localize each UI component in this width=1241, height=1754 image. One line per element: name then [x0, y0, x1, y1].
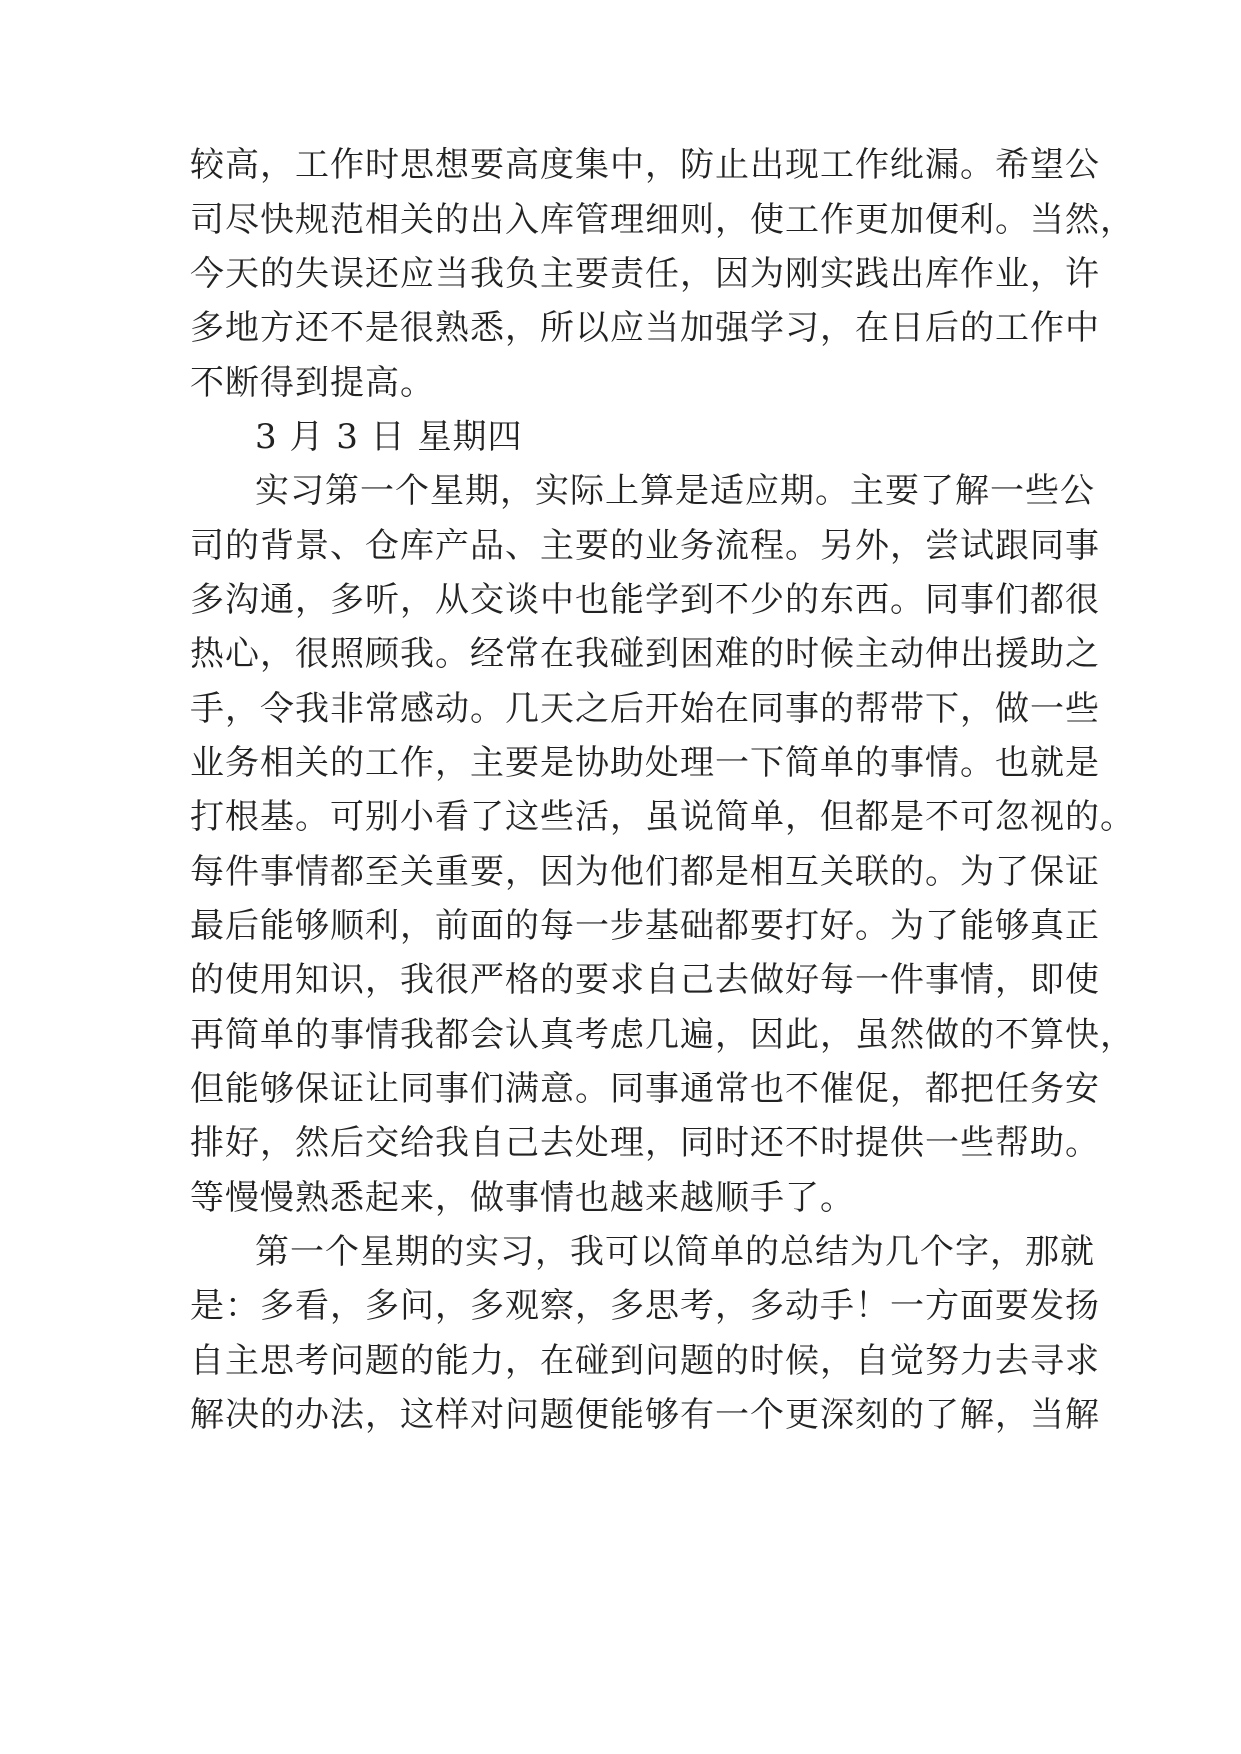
text-line: 每件事情都至关重要，因为他们都是相互关联的。为了保证	[190, 852, 1100, 892]
text-line: 手，令我非常感动。几天之后开始在同事的帮带下，做一些	[190, 689, 1100, 729]
text-line: 再简单的事情我都会认真考虑几遍，因此，虽然做的不算快，	[190, 1015, 1135, 1055]
text-line: 多沟通，多听，从交谈中也能学到不少的东西。同事们都很	[190, 580, 1100, 620]
text-line: 多地方还不是很熟悉，所以应当加强学习，在日后的工作中	[190, 308, 1100, 348]
text-line: 较高，工作时思想要高度集中，防止出现工作纰漏。希望公	[190, 145, 1100, 185]
text-line: 业务相关的工作，主要是协助处理一下简单的事情。也就是	[190, 743, 1100, 783]
text-line: 不断得到提高。	[190, 363, 435, 403]
date-heading: 3 月 3 日 星期四	[255, 417, 523, 457]
text-line: 热心，很照顾我。经常在我碰到困难的时候主动伸出援助之	[190, 634, 1100, 674]
text-line: 排好，然后交给我自己去处理，同时还不时提供一些帮助。	[190, 1123, 1100, 1163]
text-line: 实习第一个星期，实际上算是适应期。主要了解一些公	[255, 471, 1095, 511]
text-line: 解决的办法，这样对问题便能够有一个更深刻的了解，当解	[190, 1395, 1100, 1435]
text-line: 第一个星期的实习，我可以简单的总结为几个字，那就	[255, 1232, 1095, 1272]
text-line: 司尽快规范相关的出入库管理细则，使工作更加便利。当然，	[190, 200, 1135, 240]
text-line: 等慢慢熟悉起来，做事情也越来越顺手了。	[190, 1178, 855, 1218]
text-line: 的使用知识，我很严格的要求自己去做好每一件事情，即使	[190, 960, 1100, 1000]
text-line: 打根基。可别小看了这些活，虽说简单，但都是不可忽视的。	[190, 797, 1135, 837]
text-line: 最后能够顺利，前面的每一步基础都要打好。为了能够真正	[190, 906, 1100, 946]
text-line: 司的背景、仓库产品、主要的业务流程。另外，尝试跟同事	[190, 526, 1100, 566]
text-line: 但能够保证让同事们满意。同事通常也不催促，都把任务安	[190, 1069, 1100, 1109]
text-line: 今天的失误还应当我负主要责任，因为刚实践出库作业，许	[190, 254, 1100, 294]
text-line: 自主思考问题的能力，在碰到问题的时候，自觉努力去寻求	[190, 1341, 1100, 1381]
text-line: 是：多看，多问，多观察，多思考，多动手！一方面要发扬	[190, 1286, 1100, 1326]
